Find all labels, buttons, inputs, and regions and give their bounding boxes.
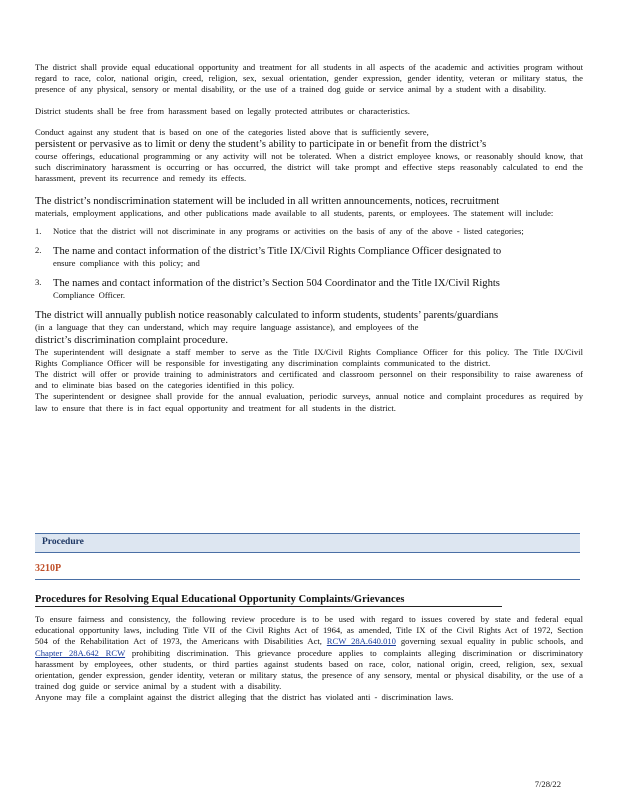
list-item — [35, 277, 583, 301]
paragraph-notice-line3: district’s discrimination complaint procedure. — [35, 334, 228, 346]
paragraph-equal-opportunity: The district shall provide equal educational opportunity and treatment for all students in all aspects of the academic and activities program without regard to race, color, national origin, creed, religion, sex, sexual orientation, gender expression, gender identity, veteran or military status, the presence of any physical, sensory or mental disability, or the use of a trained dog guide or service animal by a student with a disability. — [35, 62, 583, 95]
list-number: 3. — [35, 277, 42, 288]
paragraph-harassment: District students shall be free from harassment based on legally protected attributes or characteristics. — [35, 105, 410, 116]
list-number: 2. — [35, 245, 42, 256]
procedure-header-bar — [35, 533, 580, 553]
procedure-scope-text-c: prohibiting discrimination. This grievance procedure applies to complaints alleging discrimination or discriminatory harassment by employees, other students, or third parties against students based on race, color, national origin, creed, religion, sex, sexual orientation, gender expression, gender identity, veteran or military status, the presence of any sensory, mental or physical disability, or the use of a trained dog guide or service animal by a student with a disability. — [35, 647, 583, 692]
paragraph-procedure-scope — [35, 614, 583, 692]
list-text-small: ensure compliance with this policy; and — [53, 258, 200, 269]
list-item — [35, 226, 583, 237]
paragraph-compliance-officer: The superintendent will designate a staff member to serve as the Title IX/Civil Rights Compliance Officer for this policy. The Title IX/Civil Rights Compliance Officer will be responsible for investigating any discrimination complaints communicated to the district. — [35, 346, 583, 368]
paragraph-conduct-line1: Conduct against any student that is based on one of the categories listed above that is sufficiently severe, — [35, 126, 429, 137]
list-text-large: The names and contact information of the district’s Section 504 Coordinator and the Title IX/Civil Rights — [53, 278, 500, 290]
paragraph-file-complaint: Anyone may file a complaint against the district alleging that the district has violated anti - discrimination laws. — [35, 692, 454, 703]
list-text: Notice that the district will not discriminate in any programs or activities on the basis of any of the above - listed categories; — [53, 225, 524, 236]
paragraph-evaluation: The superintendent or designee shall provide for the annual evaluation, periodic surveys, annual notice and complaint procedures as required by law to ensure that there is in fact equal opportunity and treatment for all students in the district. — [35, 391, 583, 413]
procedure-label: Procedure — [42, 537, 84, 547]
paragraph-notice-line2: (in a language that they can understand, which may require language assistance), and employees of the — [35, 322, 419, 333]
procedure-number: 3210P — [35, 563, 62, 574]
paragraph-notice-line1: The district will annually publish notice reasonably calculated to inform students, students’ parents/guardians — [35, 310, 499, 322]
paragraph-conduct-line2: persistent or pervasive as to limit or deny the student’s ability to participate in or benefit from the district’s — [35, 139, 487, 151]
procedure-divider — [35, 579, 580, 580]
list-number: 1. — [35, 225, 42, 236]
procedure-heading: Procedures for Resolving Equal Educational Opportunity Complaints/Grievances — [35, 594, 502, 607]
list-text-small: Compliance Officer. — [53, 290, 125, 301]
footer-date: 7/28/22 — [534, 779, 561, 789]
rcw-link[interactable]: RCW 28A.640.010 — [326, 636, 396, 647]
policy-body — [35, 62, 583, 414]
paragraph-training: The district will offer or provide training to administrators and certificated and classroom personnel on their responsibility to raise awareness of and to eliminate bias based on the categories identified in this policy. — [35, 369, 583, 391]
list-text-large: The name and contact information of the district’s Title IX/Civil Rights Compliance Officer designated to — [53, 246, 502, 258]
procedure-scope-text-a: To ensure fairness and consistency, the following review procedure is to be used with regard to issues covered by state and federal equal educational opportunity laws, including Title VII of the Civil Rights Act of 1964, as amended, Title IX of the Civil Rights Act of 1972, Section 504 of the Rehabilitation Act of 1973, the Americans with Disabilities Act, — [35, 614, 583, 647]
procedure-scope-text-b: governing sexual equality in public schools, and — [400, 636, 584, 647]
chapter-rcw-link[interactable]: Chapter 28A.642 RCW — [35, 647, 126, 658]
list-item — [35, 245, 583, 269]
paragraph-statement-line1: The district’s nondiscrimination statement will be included in all written announcements, notices, recruitment — [35, 195, 500, 207]
paragraph-conduct-rest: course offerings, educational programming or any activity will not be tolerated. When a district employee knows, or reasonably should know, that such discriminatory harassment is occurring or has occurred, the district will take prompt and effective steps reasonably calculated to end the harassment, prevent its recurrence and remedy its effects. — [35, 151, 583, 184]
statement-list — [35, 226, 583, 302]
procedure-body — [35, 614, 583, 704]
paragraph-statement-rest: materials, employment applications, and other publications made available to all students, parents, or employees. The statement will include: — [35, 207, 554, 218]
